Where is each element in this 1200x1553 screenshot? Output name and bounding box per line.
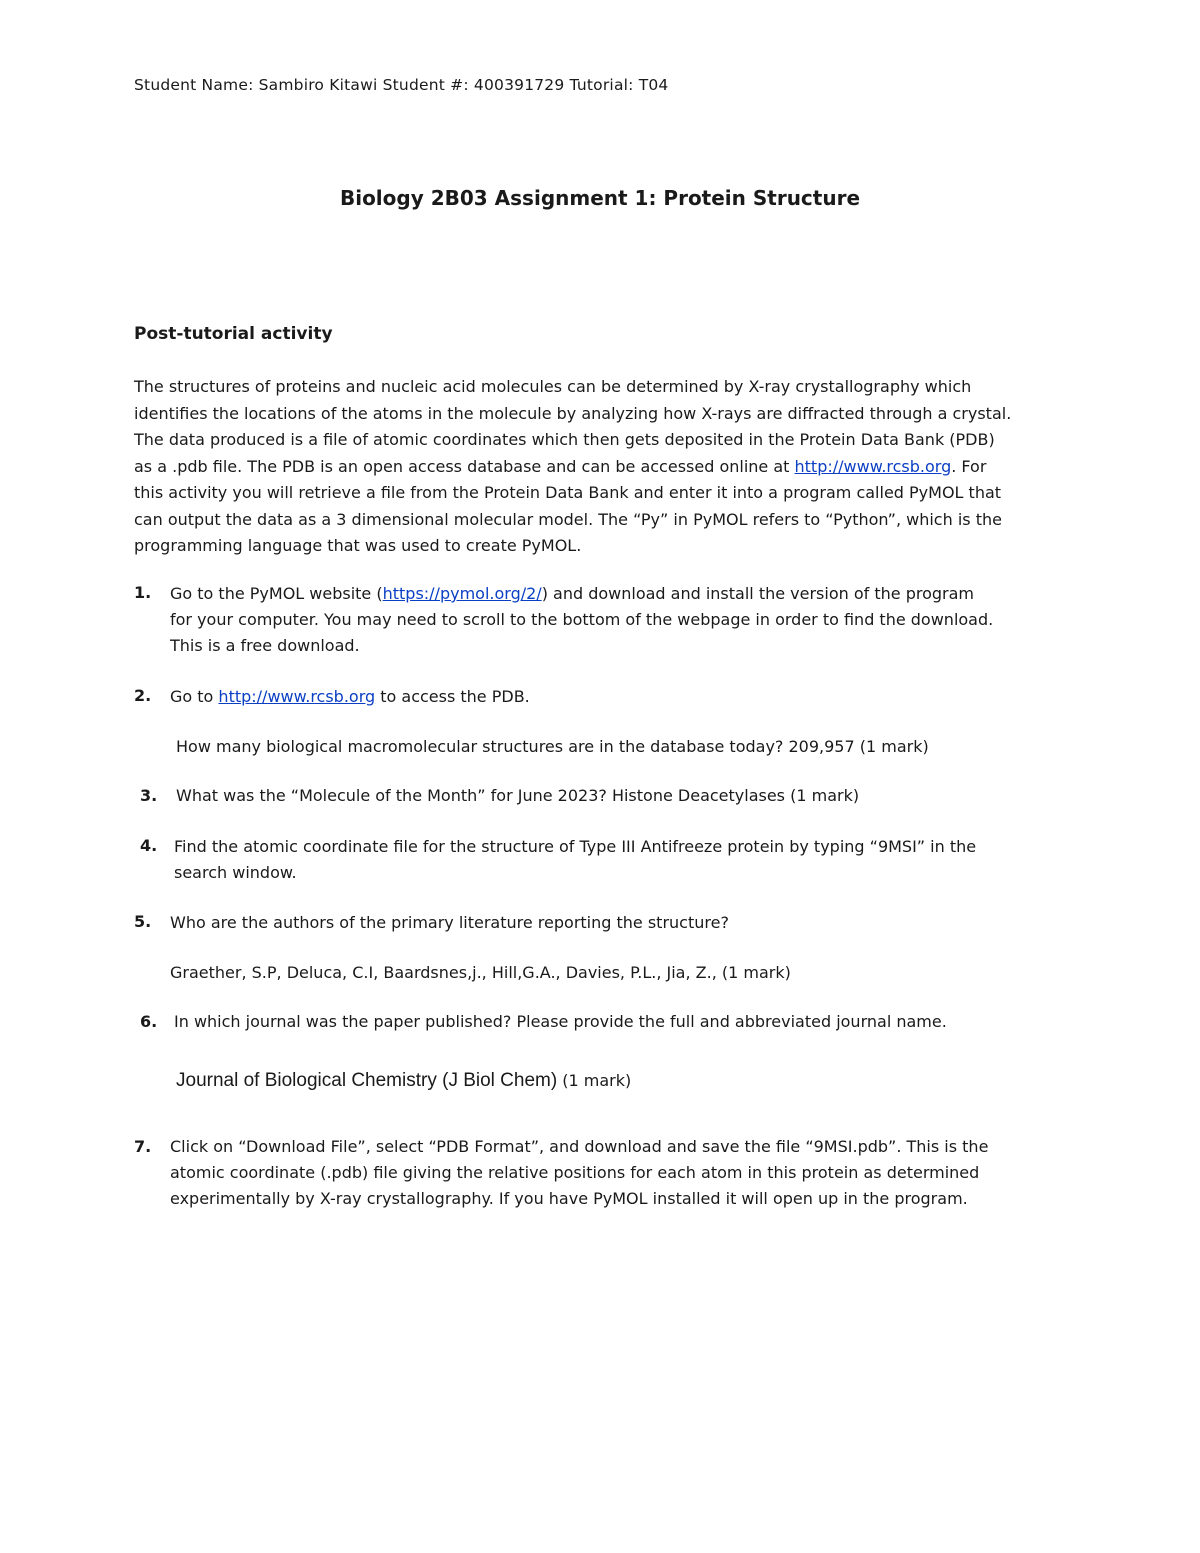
student-info-header: Student Name: Sambiro Kitawi Student #: 400391729 Tutorial: T04: [134, 76, 669, 94]
item-text: to access the PDB.: [375, 687, 530, 706]
intro-paragraph: [134, 374, 1094, 560]
item-line: This is a free download.: [170, 636, 360, 655]
item-number: 2.: [134, 686, 152, 705]
list-item: [170, 581, 993, 659]
pymol-link[interactable]: https://pymol.org/2/: [382, 584, 542, 603]
item-number: 1.: [134, 583, 152, 602]
intro-line: programming language that was used to create PyMOL.: [134, 536, 582, 555]
item-number: 5.: [134, 912, 152, 931]
intro-line: [134, 454, 1094, 481]
list-item: [174, 834, 976, 886]
journal-answer: [176, 1068, 631, 1094]
intro-line: can output the data as a 3 dimensional molecular model. The “Py” in PyMOL refers to “Python”, which is the: [134, 509, 1002, 529]
item-line: for your computer. You may need to scroll to the bottom of the webpage in order to find the download.: [170, 610, 994, 629]
item-number: 7.: [134, 1137, 152, 1156]
item-line: Click on “Download File”, select “PDB Format”, and download and save the file “9MSI.pdb”. This is the: [170, 1137, 989, 1156]
item-line: [170, 684, 530, 710]
intro-line: The structures of proteins and nucleic acid molecules can be determined by X-ray crystallography which: [134, 377, 972, 396]
item-line: Who are the authors of the primary literature reporting the structure?: [170, 913, 729, 932]
item-number: 6.: [140, 1012, 158, 1031]
intro-line: this activity you will retrieve a file from the Protein Data Bank and enter it into a program called PyMOL that: [134, 483, 1002, 502]
intro-text: . For: [951, 456, 987, 476]
item-line: In which journal was the paper published? Please provide the full and abbreviated journal name.: [174, 1012, 947, 1031]
list-item: [170, 684, 530, 710]
journal-answer-mark: (1 mark): [557, 1071, 632, 1090]
intro-line: The data produced is a file of atomic coordinates which then gets deposited in the Protein Data Bank (PDB): [134, 430, 995, 449]
list-item: [176, 783, 859, 809]
item-line: atomic coordinate (.pdb) file giving the relative positions for each atom in this protein as determined: [170, 1163, 980, 1182]
question-answer: How many biological macromolecular structures are in the database today? 209,957 (1 mark): [176, 737, 929, 756]
item-text: ) and download and install the version of the program: [541, 584, 974, 603]
item-line: What was the “Molecule of the Month” for June 2023? Histone Deacetylases (1 mark): [176, 786, 860, 805]
intro-text: as a .pdb file. The PDB is an open access database and can be accessed online at: [134, 456, 795, 476]
rcsb-link[interactable]: http://www.rcsb.org: [218, 687, 376, 706]
journal-answer-text: Journal of Biological Chemistry (J Biol Chem): [176, 1070, 558, 1091]
item-line: Find the atomic coordinate file for the structure of Type III Antifreeze protein by typing “9MSI” in the: [174, 837, 977, 856]
item-text: Go to the PyMOL website (: [170, 584, 383, 603]
item-line: [170, 581, 993, 607]
item-text: Go to: [170, 687, 219, 706]
list-item: [170, 910, 729, 936]
authors-answer: Graether, S.P, Deluca, C.I, Baardsnes,j., Hill,G.A., Davies, P.L., Jia, Z., (1 mark): [170, 963, 791, 982]
section-heading: Post-tutorial activity: [134, 324, 333, 344]
list-item: [170, 1134, 988, 1212]
item-number: 3.: [140, 786, 158, 805]
item-line: experimentally by X-ray crystallography. If you have PyMOL installed it will open up in the program.: [170, 1189, 968, 1208]
intro-line: identifies the locations of the atoms in the molecule by analyzing how X-rays are diffracted through a crystal.: [134, 403, 1012, 423]
item-line: search window.: [174, 863, 297, 882]
list-item: [174, 1009, 947, 1035]
item-number: 4.: [140, 836, 158, 855]
rcsb-link[interactable]: http://www.rcsb.org: [794, 456, 952, 476]
document-title: Biology 2B03 Assignment 1: Protein Structure: [339, 186, 861, 210]
